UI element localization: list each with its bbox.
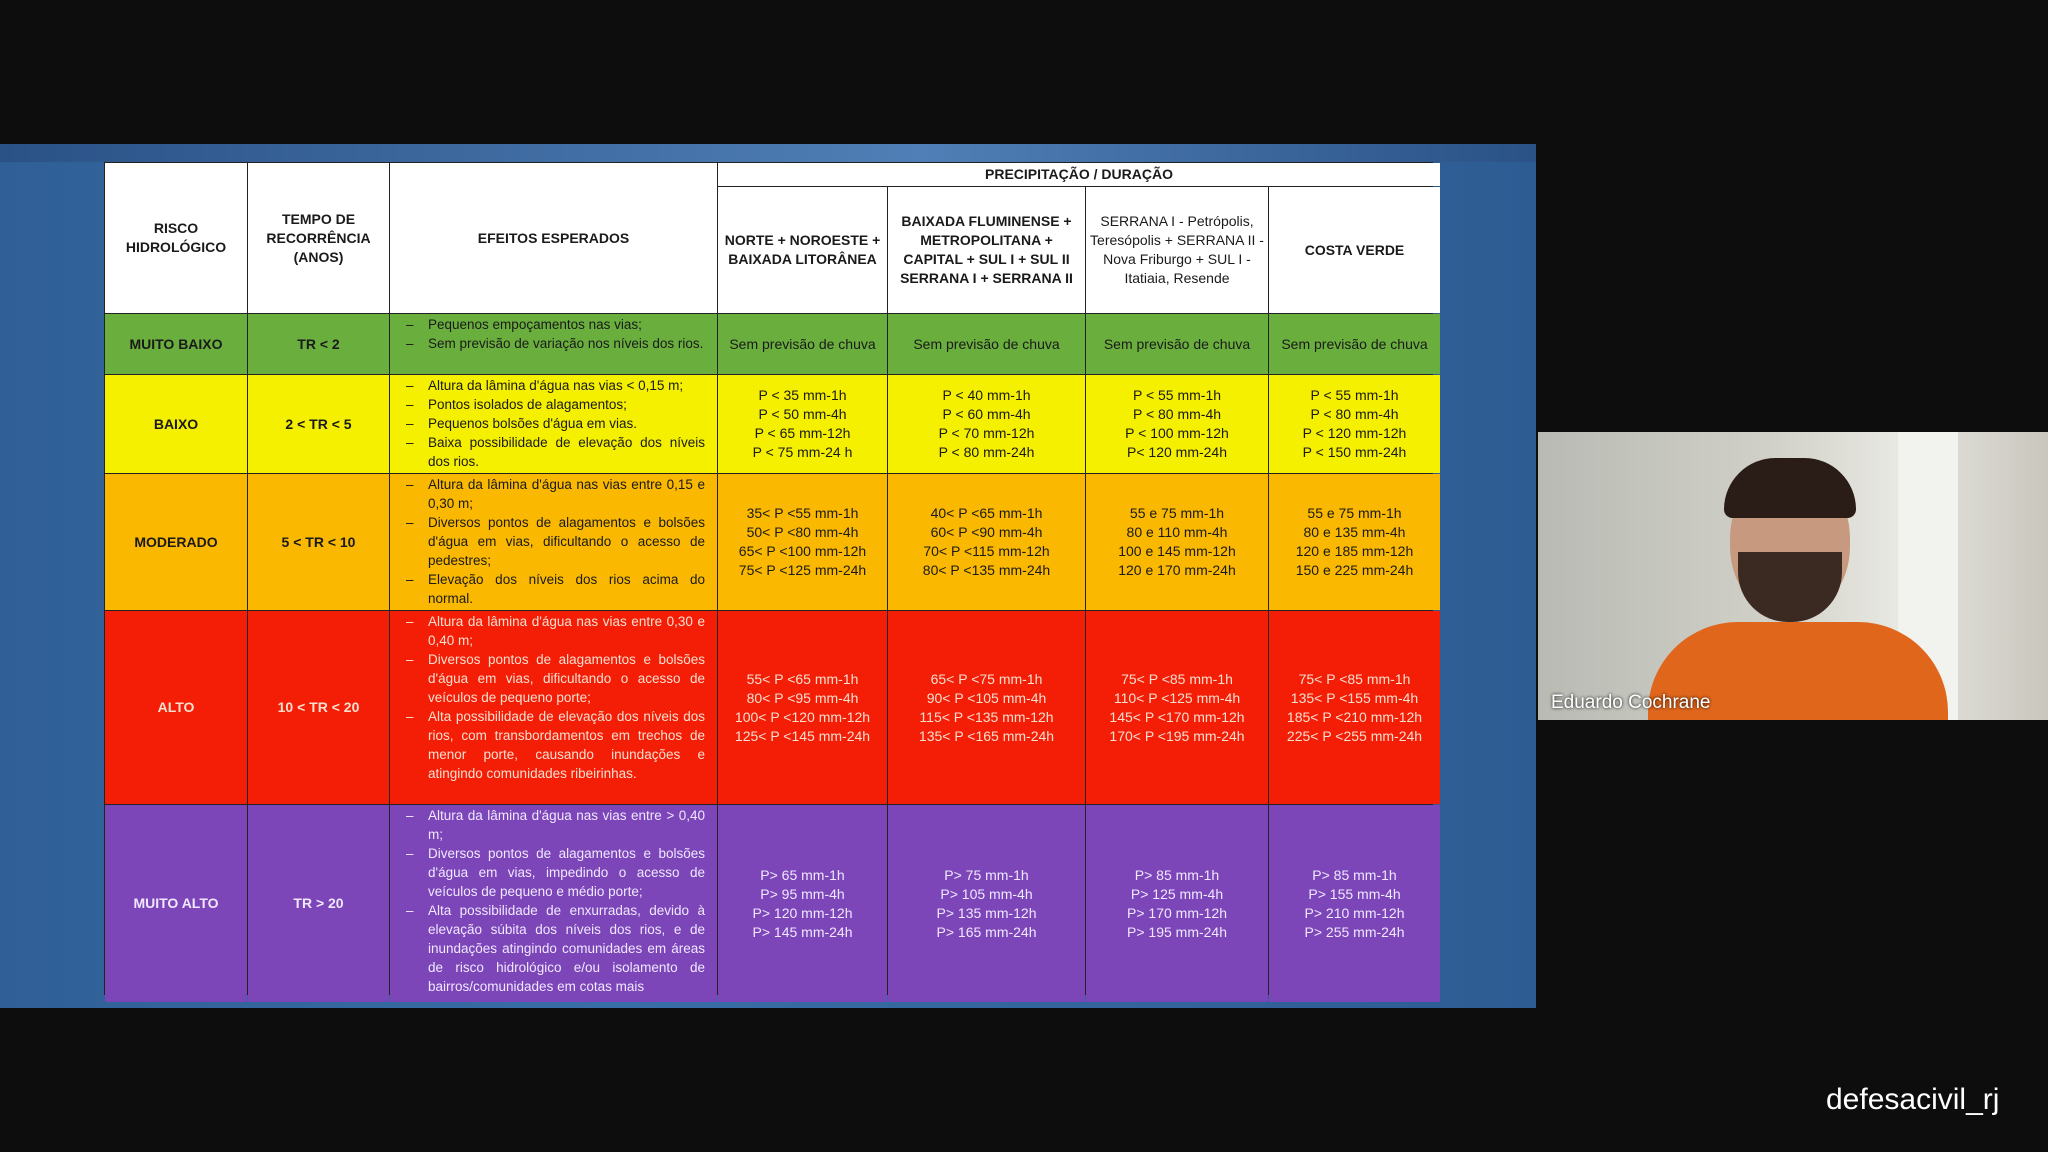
threshold-value: P < 100 mm-12h — [1125, 425, 1229, 441]
risk-level: MUITO ALTO — [105, 805, 247, 1002]
threshold-value: 40< P <65 mm-1h — [930, 505, 1043, 521]
threshold-value: Sem previsão de chuva — [729, 335, 876, 352]
threshold-value: Sem previsão de chuva — [1281, 335, 1428, 352]
threshold-value: P < 80 mm-4h — [1132, 406, 1222, 422]
recurrence-time: TR > 20 — [248, 805, 389, 1002]
expected-effects — [390, 611, 717, 804]
threshold-value: P> 195 mm-24h — [1127, 923, 1227, 940]
threshold-value: P> 210 mm-12h — [1304, 904, 1405, 921]
effect-item: – Pontos isolados de alagamentos; — [404, 395, 705, 414]
effect-item: – Alta possibilidade de enxurradas, devido à elevação súbita dos níveis dos rios, e de inundações atingindo comunidades em áreas de risco hidrológico e/ou isolamento de bairros/comunidades em cotas mais — [404, 901, 705, 996]
threshold-value: 65< P <100 mm-12h — [738, 543, 867, 559]
threshold-value: P < 120 mm-12h — [1302, 425, 1407, 441]
participant-name: Eduardo Cochrane — [1551, 692, 1711, 713]
threshold-value: 185< P <210 mm-12h — [1286, 708, 1423, 725]
effect-item: – Diversos pontos de alagamentos e bolsões d'água em vias, impedindo o acesso de veículos de pequeno e médio porte; — [404, 844, 705, 901]
recurrence-time: 2 < TR < 5 — [248, 375, 389, 473]
threshold-value: 55< P <65 mm-1h — [746, 670, 859, 687]
threshold-value: P < 40 mm-1h — [942, 387, 1031, 403]
threshold-value: P< 120 mm-24h — [1127, 444, 1227, 460]
risk-table — [104, 162, 1433, 995]
expected-effects — [390, 474, 717, 610]
threshold-value: 170< P <195 mm-24h — [1109, 727, 1245, 744]
threshold-value: 80< P <95 mm-4h — [746, 689, 859, 706]
precipitation-cell — [1269, 314, 1440, 374]
effect-item: – Diversos pontos de alagamentos e bolsões d'água em vias, dificultando o acesso de pedestres; — [404, 513, 705, 570]
risk-level: MODERADO — [105, 474, 247, 610]
header-risk: RISCO HIDROLÓGICO — [105, 163, 247, 313]
precipitation-cell — [888, 314, 1085, 374]
threshold-value: 100< P <120 mm-12h — [734, 708, 871, 725]
precipitation-cell — [718, 314, 887, 374]
precipitation-cell — [1269, 805, 1440, 1002]
threshold-value: 75< P <85 mm-1h — [1121, 670, 1233, 687]
effect-item: – Pequenos bolsões d'água em vias. — [404, 414, 705, 433]
threshold-value: 75< P <85 mm-1h — [1298, 670, 1411, 687]
header-region: BAIXADA FLUMINENSE + METROPOLITANA + CAPITAL + SUL I + SUL II SERRANA I + SERRANA II — [888, 187, 1085, 313]
threshold-value: P> 65 mm-1h — [760, 866, 845, 883]
threshold-value: 75< P <125 mm-24h — [738, 562, 867, 578]
precipitation-cell — [1086, 314, 1268, 374]
effect-item: – Baixa possibilidade de elevação dos níveis dos rios. — [404, 433, 705, 471]
header-region: COSTA VERDE — [1269, 187, 1440, 313]
effect-item: – Pequenos empoçamentos nas vias; — [404, 315, 703, 334]
effect-item: – Alta possibilidade de elevação dos níveis dos rios, com transbordamentos em trechos de menor porte, causando inundações e atingindo comunidades ribeirinhas. — [404, 707, 705, 783]
effect-item: – Diversos pontos de alagamentos e bolsões d'água em vias, dificultando o acesso de veículos de pequeno porte; — [404, 650, 705, 707]
threshold-value: P> 165 mm-24h — [936, 923, 1037, 940]
threshold-value: P < 55 mm-1h — [1132, 387, 1222, 403]
header-effects: EFEITOS ESPERADOS — [390, 163, 717, 313]
threshold-value: P> 75 mm-1h — [944, 866, 1029, 883]
threshold-value: 145< P <170 mm-12h — [1109, 708, 1245, 725]
risk-level: ALTO — [105, 611, 247, 804]
threshold-value: Sem previsão de chuva — [1103, 335, 1251, 352]
effect-item: – Altura da lâmina d'água nas vias < 0,15 m; — [404, 376, 705, 395]
risk-level: MUITO BAIXO — [105, 314, 247, 374]
precipitation-cell — [718, 611, 887, 804]
precipitation-cell — [718, 474, 887, 610]
threshold-value: P < 65 mm-12h — [754, 425, 851, 441]
precipitation-cell — [1269, 611, 1440, 804]
header-region: NORTE + NOROESTE + BAIXADA LITORÂNEA — [718, 187, 887, 313]
threshold-value: P < 70 mm-12h — [938, 425, 1035, 441]
threshold-value: 125< P <145 mm-24h — [734, 727, 871, 744]
threshold-value: P> 85 mm-1h — [1134, 866, 1220, 883]
threshold-value: P> 170 mm-12h — [1127, 904, 1227, 921]
threshold-value: Sem previsão de chuva — [913, 335, 1060, 352]
participant-video[interactable] — [1538, 432, 2048, 720]
threshold-value: 120 e 170 mm-24h — [1118, 562, 1236, 578]
threshold-value: P < 50 mm-4h — [758, 406, 847, 422]
threshold-value: P> 125 mm-4h — [1130, 885, 1224, 902]
threshold-value: 70< P <115 mm-12h — [923, 543, 1050, 559]
threshold-value: 60< P <90 mm-4h — [930, 524, 1043, 540]
threshold-value: 55 e 75 mm-1h — [1129, 505, 1225, 521]
threshold-value: P> 105 mm-4h — [940, 885, 1033, 902]
precipitation-cell — [888, 805, 1085, 1002]
threshold-value: P> 120 mm-12h — [752, 904, 853, 921]
precipitation-cell — [1086, 611, 1268, 804]
header-precipitation: PRECIPITAÇÃO / DURAÇÃO — [718, 163, 1440, 186]
header-region: SERRANA I - Petrópolis, Teresópolis + SERRANA II - Nova Friburgo + SUL I - Itatiaia, Resende — [1086, 187, 1268, 313]
threshold-value: 115< P <135 mm-12h — [919, 708, 1054, 725]
threshold-value: 50< P <80 mm-4h — [746, 524, 859, 540]
effect-item: – Altura da lâmina d'água nas vias entre 0,15 e 0,30 m; — [404, 475, 705, 513]
threshold-value: 150 e 225 mm-24h — [1295, 562, 1414, 578]
participant-hair — [1724, 458, 1856, 518]
threshold-value: P> 255 mm-24h — [1304, 923, 1405, 940]
threshold-value: P < 75 mm-24 h — [752, 444, 853, 460]
precipitation-cell — [888, 611, 1085, 804]
header-recurrence: TEMPO DE RECORRÊNCIA (ANOS) — [248, 163, 389, 313]
threshold-value: P < 35 mm-1h — [758, 387, 847, 403]
precipitation-cell — [888, 474, 1085, 610]
recurrence-time: TR < 2 — [248, 314, 389, 374]
precipitation-cell — [718, 805, 887, 1002]
expected-effects — [390, 805, 717, 1002]
effect-item: – Altura da lâmina d'água nas vias entre > 0,40 m; — [404, 806, 705, 844]
precipitation-cell — [1086, 474, 1268, 610]
risk-level: BAIXO — [105, 375, 247, 473]
threshold-value: 80< P <135 mm-24h — [922, 562, 1051, 578]
expected-effects — [390, 314, 717, 374]
effect-item: – Elevação dos níveis dos rios acima do normal. — [404, 570, 705, 608]
threshold-value: P> 85 mm-1h — [1312, 866, 1397, 883]
threshold-value: 135< P <165 mm-24h — [918, 727, 1055, 744]
threshold-value: P> 135 mm-12h — [936, 904, 1037, 921]
precipitation-cell — [1086, 805, 1268, 1002]
threshold-value: P < 60 mm-4h — [942, 406, 1031, 422]
threshold-value: 110< P <125 mm-4h — [1113, 689, 1241, 706]
precipitation-cell — [718, 375, 887, 473]
recurrence-time: 10 < TR < 20 — [248, 611, 389, 804]
threshold-value: 120 e 185 mm-12h — [1295, 543, 1414, 559]
precipitation-cell — [888, 375, 1085, 473]
threshold-value: 90< P <105 mm-4h — [926, 689, 1047, 706]
threshold-value: 80 e 135 mm-4h — [1303, 524, 1406, 540]
threshold-value: 100 e 145 mm-12h — [1118, 543, 1236, 559]
threshold-value: P < 150 mm-24h — [1302, 444, 1407, 460]
watermark: defesacivil_rj — [1826, 1083, 2000, 1116]
threshold-value: 65< P <75 mm-1h — [930, 670, 1043, 687]
precipitation-cell — [1269, 375, 1440, 473]
expected-effects — [390, 375, 717, 473]
effect-item: – Sem previsão de variação nos níveis dos rios. — [404, 334, 703, 353]
precipitation-cell — [1269, 474, 1440, 610]
threshold-value: P> 155 mm-4h — [1308, 885, 1401, 902]
effect-item: – Altura da lâmina d'água nas vias entre 0,30 e 0,40 m; — [404, 612, 705, 650]
precipitation-cell — [1086, 375, 1268, 473]
threshold-value: P < 55 mm-1h — [1310, 387, 1399, 403]
threshold-value: 225< P <255 mm-24h — [1286, 727, 1423, 744]
recurrence-time: 5 < TR < 10 — [248, 474, 389, 610]
threshold-value: P> 145 mm-24h — [752, 923, 853, 940]
threshold-value: 135< P <155 mm-4h — [1290, 689, 1419, 706]
threshold-value: 80 e 110 mm-4h — [1126, 524, 1228, 540]
threshold-value: P < 80 mm-4h — [1310, 406, 1399, 422]
threshold-value: P < 80 mm-24h — [938, 444, 1035, 460]
threshold-value: P> 95 mm-4h — [760, 885, 845, 902]
threshold-value: 35< P <55 mm-1h — [746, 505, 859, 521]
threshold-value: 55 e 75 mm-1h — [1307, 505, 1402, 521]
participant-beard — [1738, 552, 1842, 622]
